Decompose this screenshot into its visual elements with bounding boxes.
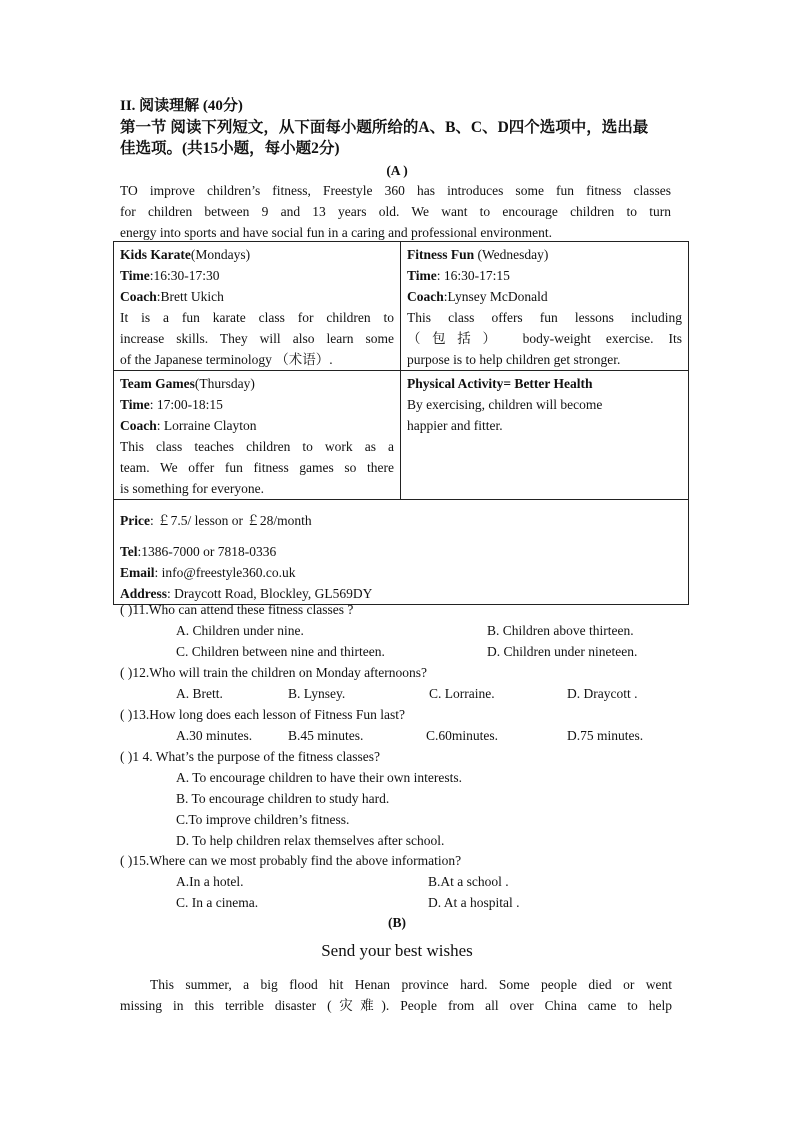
- price-value: : ￡7.5/ lesson or ￡28/month: [149, 513, 312, 528]
- coach-label: Coach: [120, 418, 157, 433]
- question-12-option-b[interactable]: B. Lynsey.: [288, 686, 346, 701]
- passage-a-intro-line1: TO improve children’s fitness, Freestyle 360 has introduces some fun fitness classes: [120, 183, 671, 198]
- question-12-option-c[interactable]: C. Lorraine.: [429, 686, 495, 701]
- team-games-desc-line2: team. We offer fun fitness games so there: [120, 460, 394, 475]
- tel-label: Tel: [120, 544, 138, 559]
- kids-karate-desc-line3: of the Japanese terminology （术语）.: [120, 352, 333, 367]
- team-games-title: Team Games: [120, 376, 195, 391]
- question-15-option-c[interactable]: C. In a cinema.: [176, 895, 259, 910]
- email-value: : info@freestyle360.co.uk: [154, 565, 296, 580]
- passage-b-line1: This summer, a big flood hit Henan province hard. Some people died or went: [150, 977, 672, 992]
- question-14-option-a[interactable]: A. To encourage children to have their own interests.: [176, 770, 462, 785]
- kids-karate-desc-line1: It is a fun karate class for children to: [120, 310, 394, 325]
- physical-activity-title: Physical Activity= Better Health: [407, 376, 593, 391]
- physical-activity-desc-line1: By exercising, children will become: [407, 397, 603, 412]
- question-15-option-a[interactable]: A.In a hotel.: [176, 874, 244, 889]
- kids-karate-coach: :Brett Ukich: [156, 289, 224, 304]
- question-12-option-d[interactable]: D. Draycott .: [567, 686, 638, 701]
- fitness-fun-desc-line1: This class offers fun lessons including: [407, 310, 682, 325]
- question-11-option-b[interactable]: B. Children above thirteen.: [487, 623, 634, 638]
- fitness-fun-desc-line2: （包括） body-weight exercise. Its: [407, 331, 682, 346]
- kids-karate-time: :16:30-17:30: [149, 268, 220, 283]
- coach-label: Coach: [407, 289, 444, 304]
- kids-karate-desc-line2: increase skills. They will also learn some: [120, 331, 394, 346]
- team-games-coach: : Lorraine Clayton: [156, 418, 257, 433]
- section-instructions-line2: 佳选项。(共15小题，每小题2分): [120, 140, 340, 157]
- fitness-fun-time: : 16:30-17:15: [436, 268, 510, 283]
- section-instructions-line1: 第一节 阅读下列短文，从下面每小题所给的A、B、C、D四个选项中，选出最: [120, 119, 649, 136]
- address-value: : Draycott Road, Blockley, GL569DY: [167, 586, 373, 601]
- passage-a-intro-line3: energy into sports and have social fun in a caring and professional environment.: [120, 225, 553, 240]
- coach-label: Coach: [120, 289, 157, 304]
- section-heading: II. 阅读理解 (40分): [120, 98, 243, 114]
- question-14-option-d[interactable]: D. To help children relax themselves after school.: [176, 833, 445, 848]
- passage-b-line2: missing in this terrible disaster (灾难). People from all over China came to help: [120, 998, 672, 1013]
- question-13-stem: ( )13.How long does each lesson of Fitness Fun last?: [120, 707, 405, 722]
- question-11-option-a[interactable]: A. Children under nine.: [176, 623, 304, 638]
- team-games-time: : 17:00-18:15: [149, 397, 223, 412]
- fitness-fun-title: Fitness Fun: [407, 247, 475, 262]
- question-15-option-b[interactable]: B.At a school .: [428, 874, 509, 889]
- question-14-stem: ( )1 4. What’s the purpose of the fitness classes?: [120, 749, 380, 764]
- passage-a-intro-line2: for children between 9 and 13 years old. We want to encourage children to turn: [120, 204, 671, 219]
- team-games-box: [114, 371, 401, 500]
- physical-activity-desc-line2: happier and fitter.: [407, 418, 503, 433]
- question-15-option-d[interactable]: D. At a hospital .: [428, 895, 520, 910]
- passage-b-title: Send your best wishes: [321, 941, 473, 960]
- question-14-option-b[interactable]: B. To encourage children to study hard.: [176, 791, 390, 806]
- question-12-option-a[interactable]: A. Brett.: [176, 686, 223, 701]
- fitness-fun-desc-line3: purpose is to help children get stronger.: [407, 352, 621, 367]
- fitness-fun-day: (Wednesday): [474, 247, 549, 262]
- question-11-option-d[interactable]: D. Children under nineteen.: [487, 644, 638, 659]
- physical-activity-box: [401, 371, 689, 500]
- question-14-option-c[interactable]: C.To improve children’s fitness.: [176, 812, 350, 827]
- question-13-option-b[interactable]: B.45 minutes.: [288, 728, 364, 743]
- fitness-fun-box: [401, 242, 689, 371]
- price-label: Price: [120, 513, 150, 528]
- question-13-option-c[interactable]: C.60minutes.: [426, 728, 499, 743]
- question-11-stem: ( )11.Who can attend these fitness classes ?: [120, 602, 354, 617]
- question-13-option-d[interactable]: D.75 minutes.: [567, 728, 644, 743]
- time-label: Time: [120, 268, 150, 283]
- question-12-stem: ( )12.Who will train the children on Monday afternoons?: [120, 665, 428, 680]
- team-games-desc-line3: is something for everyone.: [120, 481, 264, 496]
- question-13-option-a[interactable]: A.30 minutes.: [176, 728, 253, 743]
- contact-box: [114, 500, 689, 605]
- time-label: Time: [120, 397, 150, 412]
- kids-karate-day: (Mondays): [190, 247, 251, 262]
- fitness-fun-coach: :Lynsey McDonald: [443, 289, 548, 304]
- passage-b-label: (B): [388, 915, 406, 930]
- class-info-table: [113, 241, 689, 605]
- team-games-day: (Thursday): [194, 376, 255, 391]
- question-15-stem: ( )15.Where can we most probably find the above information?: [120, 853, 462, 868]
- time-label: Time: [407, 268, 437, 283]
- kids-karate-title: Kids Karate: [120, 247, 191, 262]
- kids-karate-box: [114, 242, 401, 371]
- passage-a-label: (A ): [386, 163, 408, 178]
- question-11-option-c[interactable]: C. Children between nine and thirteen.: [176, 644, 385, 659]
- team-games-desc-line1: This class teaches children to work as a: [120, 439, 394, 454]
- address-label: Address: [120, 586, 168, 601]
- tel-value: :1386-7000 or 7818-0336: [137, 544, 277, 559]
- email-label: Email: [120, 565, 155, 580]
